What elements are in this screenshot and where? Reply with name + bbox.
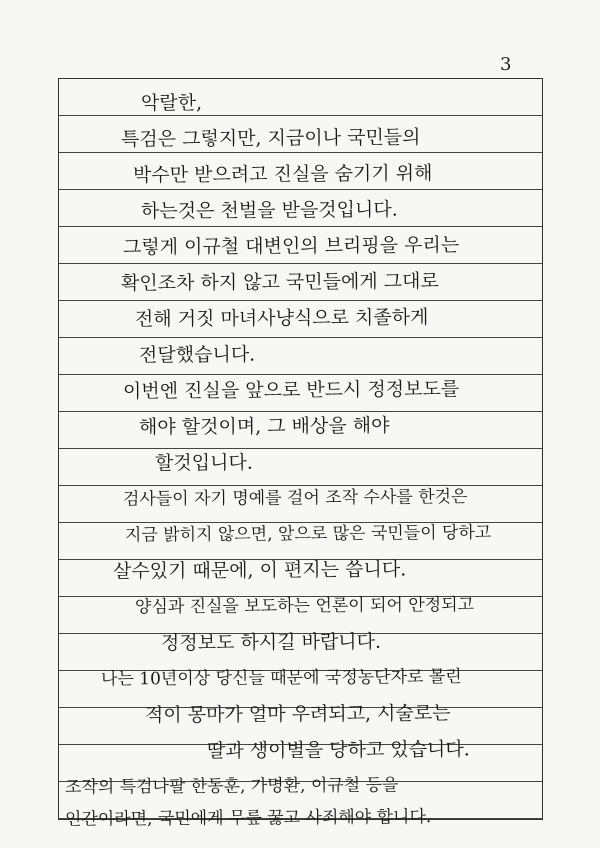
letter-line: 나는 10년이상 당신들 때문에 국정농단자로 몰린 <box>100 667 462 690</box>
letter-line: 양심과 진실을 보도하는 언론이 되어 안정되고 <box>134 595 475 618</box>
letter-line: 악랄한, <box>140 91 203 115</box>
page-number: 3 <box>500 54 512 75</box>
letter-line: 지금 밝히지 않으면, 앞으로 많은 국민들이 당하고 <box>124 522 492 546</box>
letter-line: 특검은 그렇지만, 지금이나 국민들의 <box>120 126 421 151</box>
letter-line: 검사들이 자기 명예를 걸어 조작 수사를 한것은 <box>122 487 468 510</box>
letter-line: 하는것은 천벌을 받을것입니다. <box>140 198 398 223</box>
letter-line: 정정보도 하시길 바랍니다. <box>160 630 382 655</box>
letter-line: 전해 거짓 마녀사냥식으로 치졸하게 <box>134 306 429 331</box>
letter-line: 살수있기 때문에, 이 편지는 씁니다. <box>112 558 407 583</box>
letter-line: 인간이라면, 국민에게 무릎 꿇고 사죄해야 합니다. <box>64 807 432 830</box>
letter-line: 이번엔 진실을 앞으로 반드시 정정보도를 <box>122 378 460 403</box>
letter-line: 적이 몽마가 얼마 우려되고, 시술로는 <box>144 702 451 727</box>
letter-line: 조작의 특검나팔 한동훈, 가명환, 이규철 등을 <box>64 775 399 798</box>
letter-line: 딸과 생이별을 당하고 있습니다. <box>206 738 470 763</box>
letter-line: 박수만 받으려고 진실을 숨기기 위해 <box>132 162 433 187</box>
letter-line: 그렇게 이규철 대변인의 브리핑을 우리는 <box>122 234 460 259</box>
letter-line: 할것입니다. <box>154 451 253 475</box>
ruled-paper <box>58 78 543 830</box>
letter-line: 전달했습니다. <box>138 343 256 367</box>
letter-line: 해야 할것이며, 그 배상을 해야 <box>138 414 390 439</box>
letter-line: 확인조차 하지 않고 국민들에게 그대로 <box>120 270 439 295</box>
